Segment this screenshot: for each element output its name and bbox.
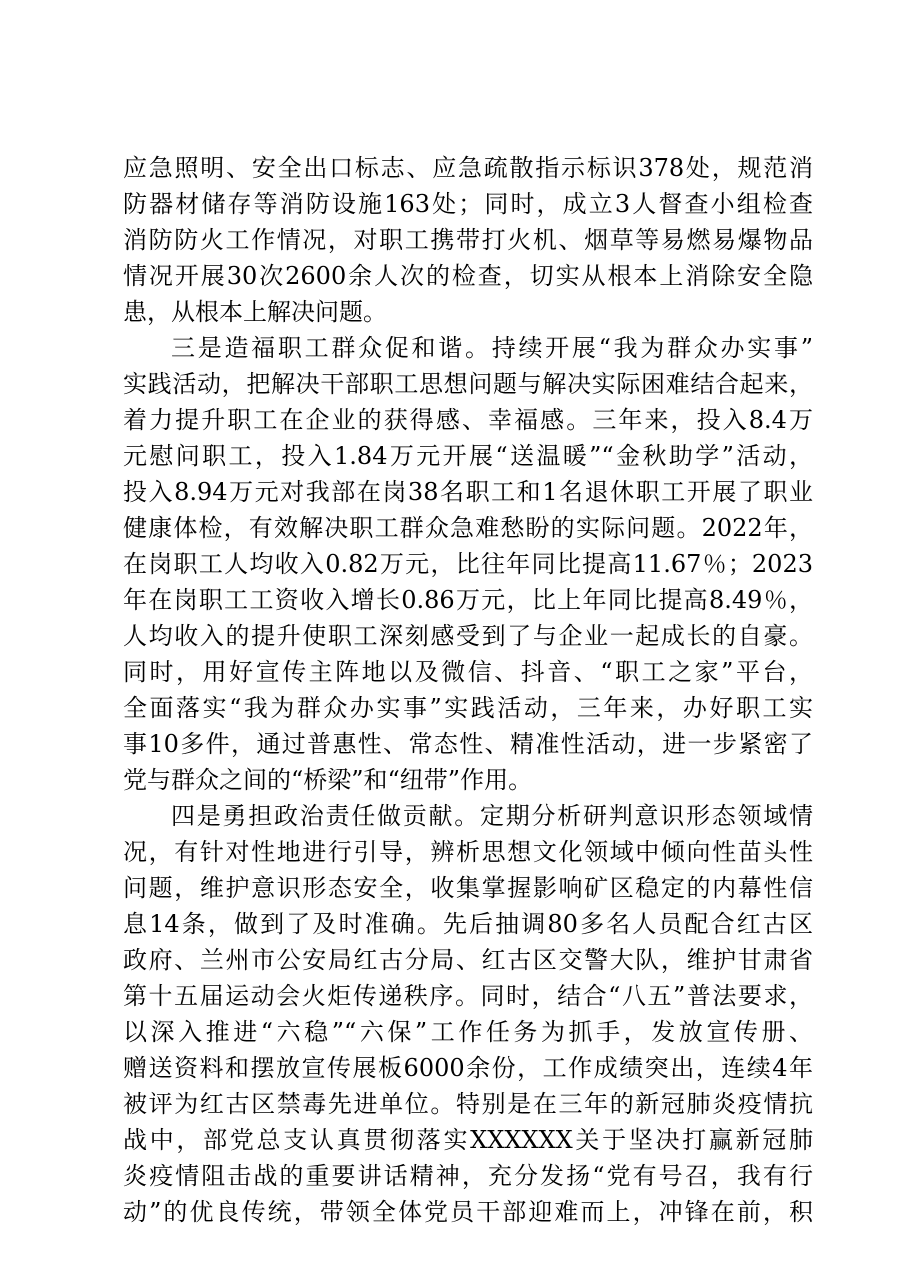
text-line: 投入8.94万元对我部在岗38名职工和1名退休职工开展了职业 [123, 478, 813, 506]
text-line: 全面落实“我为群众办实事”实践活动，三年来，办好职工实 [123, 694, 813, 722]
text-line: 实践活动，把解决干部职工思想问题与解决实际困难结合起来， [123, 370, 813, 398]
text-line: 人均收入的提升使职工深刻感受到了与企业一起成长的自豪。 [123, 622, 813, 650]
text-line: 应急照明、安全出口标志、应急疏散指示标识378处，规范消 [123, 154, 813, 182]
text-line: 问题，维护意识形态安全，收集掌握影响矿区稳定的内幕性信 [123, 874, 813, 902]
text-line: 健康体检，有效解决职工群众急难愁盼的实际问题。2022年， [123, 514, 813, 542]
paragraph-first-line: 四是勇担政治责任做贡献。定期分析研判意识形态领域情 [171, 802, 813, 830]
document-body [123, 150, 813, 1230]
text-line: 事10多件，通过普惠性、常态性、精准性活动，进一步紧密了 [123, 730, 813, 758]
text-line: 况，有针对性地进行引导，辨析思想文化领域中倾向性苗头性 [123, 838, 813, 866]
text-line: 着力提升职工在企业的获得感、幸福感。三年来，投入8.4万 [123, 406, 813, 434]
text-line: 同时，用好宣传主阵地以及微信、抖音、“职工之家”平台， [123, 658, 813, 686]
text-line: 赠送资料和摆放宣传展板6000余份，工作成绩突出，连续4年 [123, 1054, 813, 1082]
text-line: 被评为红古区禁毒先进单位。特别是在三年的新冠肺炎疫情抗 [123, 1090, 813, 1118]
text-line: 以深入推进“六稳”“六保”工作任务为抓手，发放宣传册、 [123, 1018, 813, 1046]
paragraph-first-line: 三是造福职工群众促和谐。持续开展“我为群众办实事” [171, 334, 813, 362]
text-line: 患，从根本上解决问题。 [123, 298, 387, 326]
text-line: 消防防火工作情况，对职工携带打火机、烟草等易燃易爆物品 [123, 226, 813, 254]
text-line: 党与群众之间的“桥梁”和“纽带”作用。 [123, 766, 533, 794]
text-line: 炎疫情阻击战的重要讲话精神，充分发扬“党有号召，我有行 [123, 1162, 813, 1190]
text-line: 息14条，做到了及时准确。先后抽调80多名人员配合红古区 [123, 910, 813, 938]
text-line: 动”的优良传统，带领全体党员干部迎难而上，冲锋在前，积 [123, 1198, 813, 1226]
text-line: 政府、兰州市公安局红古分局、红古区交警大队，维护甘肃省 [123, 946, 813, 974]
text-line: 情况开展30次2600余人次的检查，切实从根本上消除安全隐 [123, 262, 813, 290]
text-line: 年在岗职工工资收入增长0.86万元，比上年同比提高8.49％， [123, 586, 813, 614]
text-line: 战中，部党总支认真贯彻落实XXXXXX关于坚决打赢新冠肺 [123, 1126, 813, 1154]
text-line: 在岗职工人均收入0.82万元，比往年同比提高11.67％；2023 [123, 550, 813, 578]
text-line: 防器材储存等消防设施163处；同时，成立3人督查小组检查 [123, 190, 813, 218]
text-line: 第十五届运动会火炬传递秩序。同时，结合“八五”普法要求， [123, 982, 813, 1010]
text-line: 元慰问职工，投入1.84万元开展“送温暖”“金秋助学”活动， [123, 442, 813, 470]
